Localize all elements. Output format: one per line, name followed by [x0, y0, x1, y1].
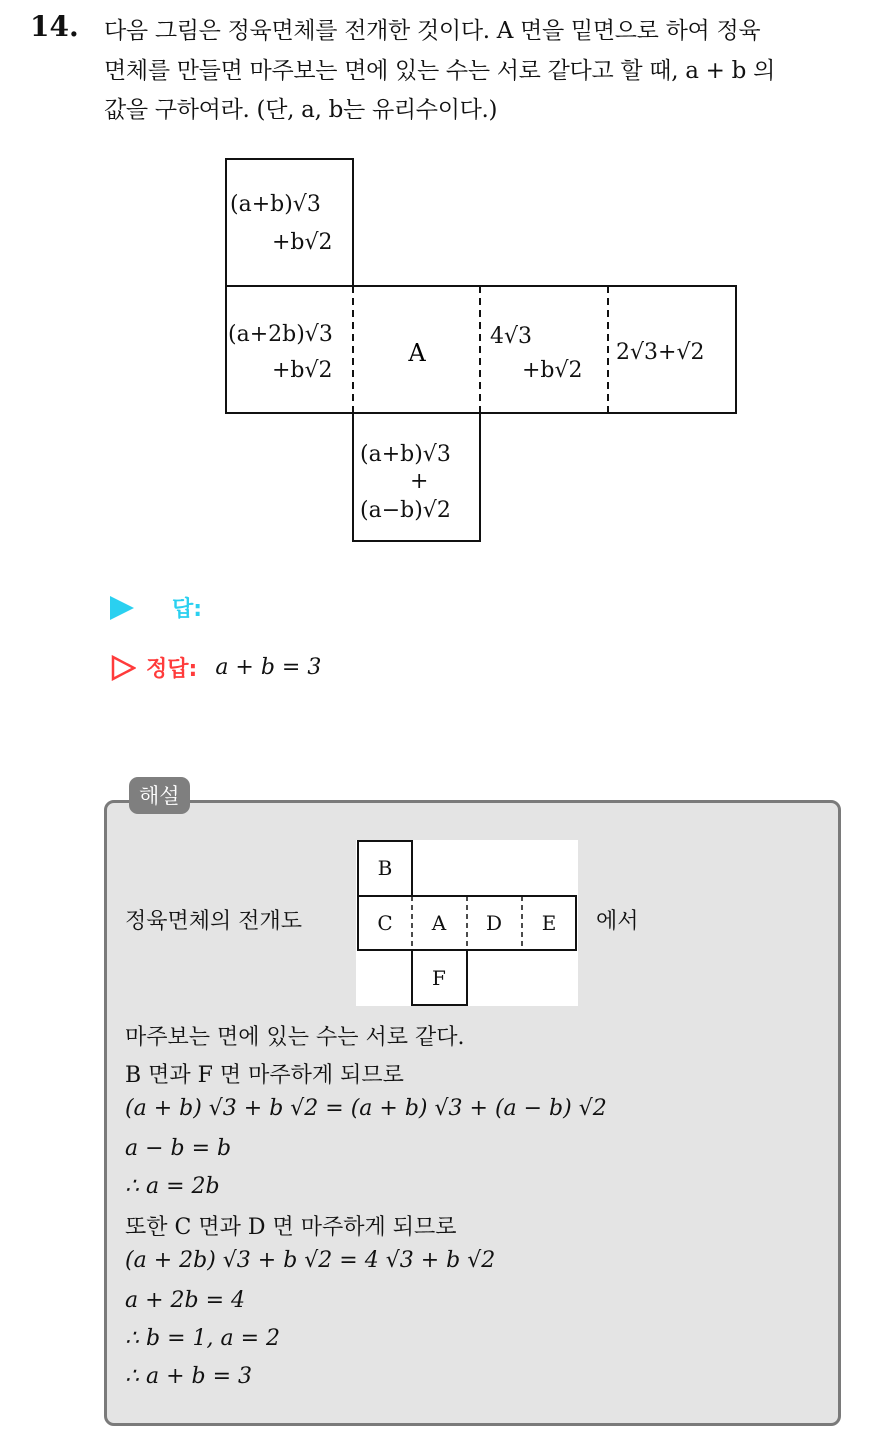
mini-label-f: F: [432, 966, 446, 990]
solution-line-6: 또한 C 면과 D 면 마주하게 되므로: [125, 1215, 457, 1240]
net-top-face-line-2: +b√2: [272, 230, 333, 255]
net-bottom-face-line-2: +: [410, 469, 429, 494]
question-line-2: 면체를 만들면 마주보는 면에 있는 수는 서로 같다고 할 때, a + b 의: [104, 58, 775, 84]
net-top-face-line-1: (a+b)√3: [230, 192, 321, 217]
solution-line-2: B 면과 F 면 마주하게 되므로: [125, 1063, 404, 1088]
net-left-face-line-1: (a+2b)√3: [228, 322, 333, 347]
outline-triangle-icon: [110, 655, 136, 681]
net-bottom-face-line-1: (a+b)√3: [360, 442, 451, 467]
solution-line-4: a − b = b: [125, 1136, 232, 1161]
mini-label-d: D: [485, 911, 503, 935]
question-number: 14.: [30, 10, 79, 43]
solution-line-1: 마주보는 면에 있는 수는 서로 같다.: [125, 1025, 465, 1050]
correct-answer-value: a + b = 3: [215, 655, 322, 680]
solution-line-10: ∴ a + b = 3: [125, 1364, 253, 1389]
net-right1-face-line-2: +b√2: [522, 358, 583, 383]
net-center-face-label: A: [408, 339, 426, 367]
solution-line-8: a + 2b = 4: [125, 1288, 246, 1313]
correct-answer-row: [110, 652, 321, 683]
play-triangle-icon: [110, 596, 134, 620]
net-left-face-line-2: +b√2: [272, 358, 333, 383]
solution-line-9: ∴ b = 1, a = 2: [125, 1326, 281, 1351]
net-bottom-face-line-3: (a−b)√2: [360, 498, 451, 523]
net-right2-face-label: 2√3+√2: [616, 340, 705, 365]
question-line-3: 값을 구하여라. (단, a, b는 유리수이다.): [104, 97, 498, 123]
question-line-1: 다음 그림은 정육면체를 전개한 것이다. A 면을 밑면으로 하여 정육: [104, 18, 761, 44]
solution-line-3: (a + b) √3 + b √2 = (a + b) √3 + (a − b) √2: [125, 1096, 607, 1121]
mini-label-c: C: [377, 911, 393, 935]
answer-label: 답:: [172, 597, 203, 622]
mini-label-e: E: [541, 911, 557, 935]
mini-cube-net-diagram: [356, 840, 578, 1006]
net-top-face-outline: [226, 159, 353, 286]
correct-answer-label: 정답:: [146, 657, 198, 682]
answer-row: [110, 592, 202, 623]
mini-label-a: A: [431, 911, 447, 935]
cube-net-diagram: [0, 0, 884, 560]
solution-tag: 해설: [129, 777, 190, 814]
solution-line-5: ∴ a = 2b: [125, 1174, 220, 1199]
solution-intro-left: 정육면체의 전개도: [125, 909, 303, 934]
net-right1-face-line-1: 4√3: [490, 324, 533, 349]
solution-line-7: (a + 2b) √3 + b √2 = 4 √3 + b √2: [125, 1248, 496, 1273]
mini-label-b: B: [377, 856, 393, 880]
solution-intro-right: 에서: [596, 909, 639, 934]
